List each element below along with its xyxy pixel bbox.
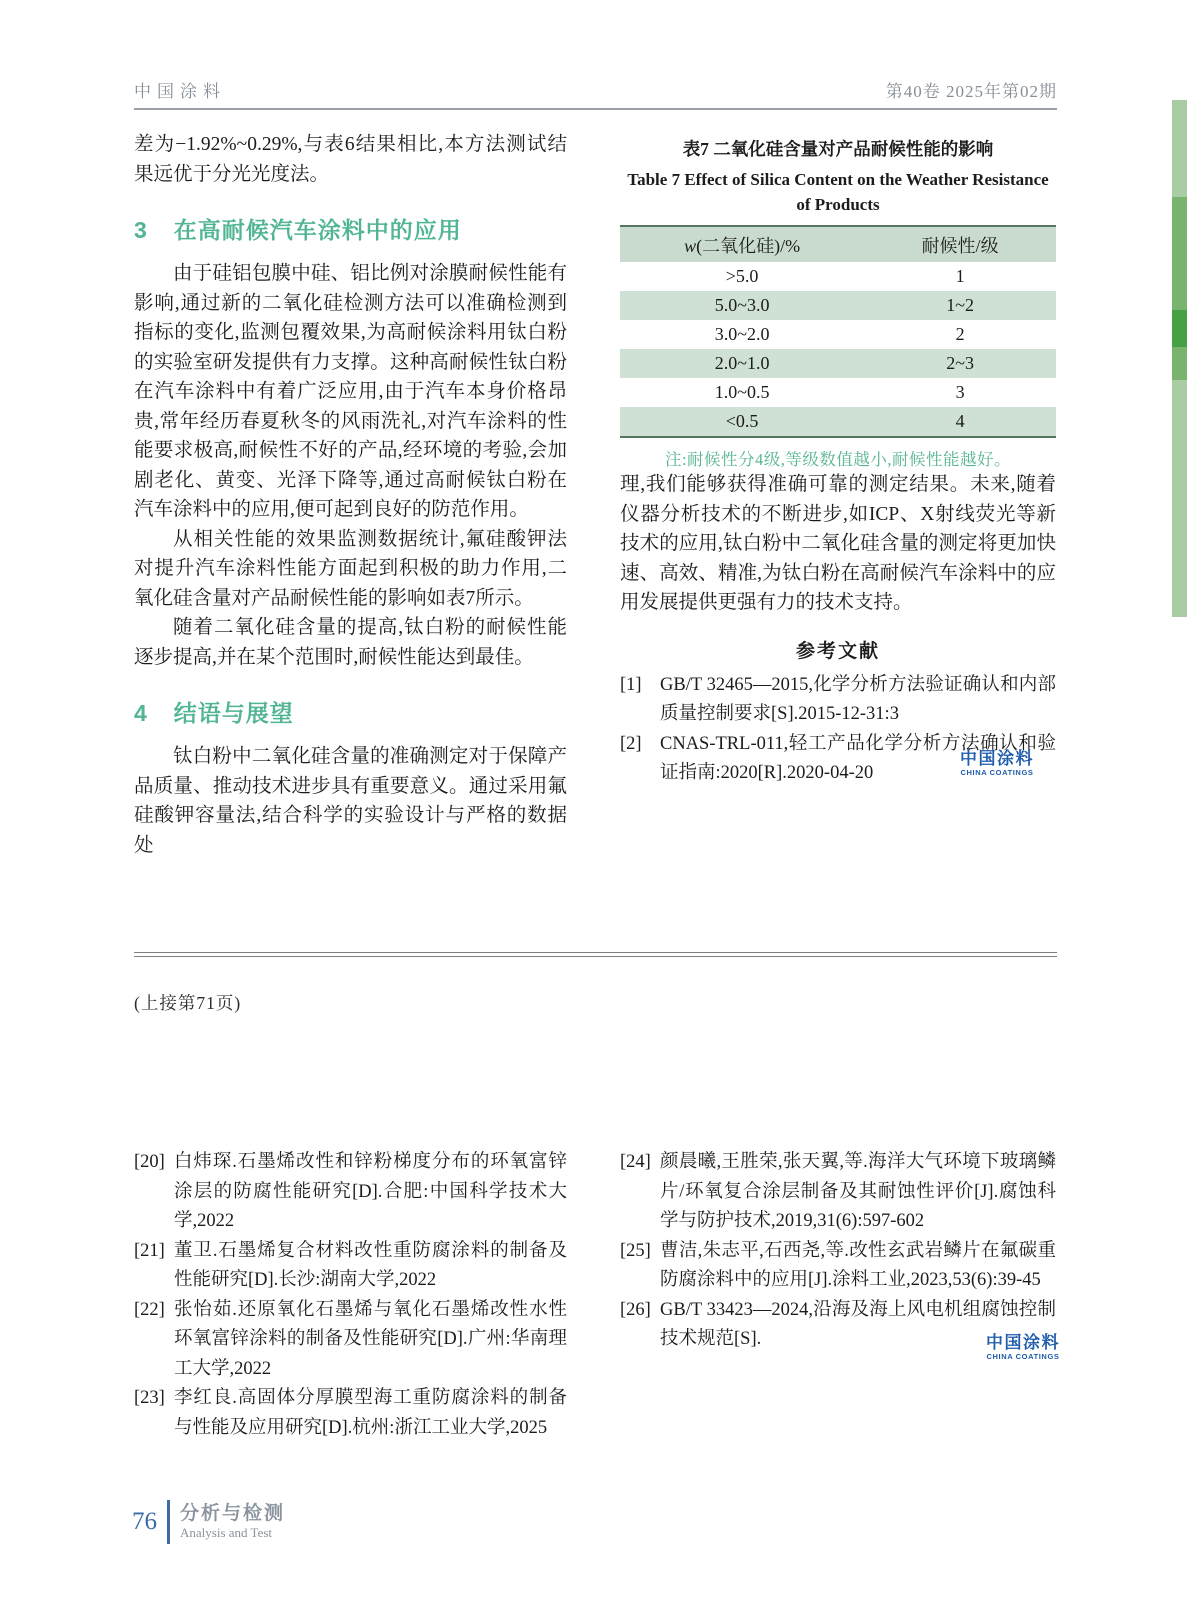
reference-item [134,1148,567,1237]
footer-divider-bar [167,1500,170,1544]
logo-text-zh: 中国涂料 [986,1333,1060,1352]
reference-item [134,1384,567,1443]
reference-item [134,1237,567,1296]
table7 [620,225,1056,438]
footer-section-zh: 分析与检测 [180,1503,286,1524]
left-column [134,130,567,860]
section-4-number: 4 [134,700,148,726]
references-heading: 参考文献 [795,640,880,662]
reference-text: 李红良.高固体分厚膜型海工重防腐涂料的制备与性能及应用研究[D].杭州:浙江工业大学,2025 [174,1388,567,1438]
bottom-references-left [134,1148,567,1443]
footer-section [180,1503,285,1541]
weather-grade: 1 [955,266,965,286]
reference-text: 张怡茹.还原氧化石墨烯与氧化石墨烯改性水性环氧富锌涂料的制备及性能研究[D].广州:华南理工大学,2022 [174,1299,567,1379]
edge-accent-bar-medium2 [1172,347,1187,380]
table7-caption-zh: 表7 二氧化硅含量对产品耐候性能的影响 [682,139,994,159]
section-3-number: 3 [134,217,148,243]
section-3-heading [134,212,567,245]
paragraph-intro: 差为−1.92%~0.29%,与表6结果相比,本方法测试结果远优于分光光度法。 [134,134,567,185]
volume-issue: 第40卷 2025年第02期 [885,82,1057,101]
reference-text: GB/T 33423—2024,沿海及海上风电机组腐蚀控制技术规范[S]. [660,1299,1056,1349]
table7-note: 注:耐候性分4级,等级数值越小,耐候性能越好。 [664,450,1012,469]
paragraph-4-1: 钛白粉中二氧化硅含量的准确测定对于保障产品质量、推动技术进步具有重要意义。通过采用氟硅酸钾容量法,结合科学的实验设计与严格的数据处 [134,746,567,856]
section-4-heading [134,695,567,728]
reference-item [134,1296,567,1385]
page-footer [132,1500,285,1544]
weather-grade: 2~3 [864,349,1056,378]
table-row [620,320,1056,349]
page-header [134,74,1057,110]
paragraph-continuation-right: 理,我们能够获得准确可靠的测定结果。未来,随着仪器分析技术的不断进步,如ICP、X射线荧光等新技术的应用,钛白粉中二氧化硅含量的测定将更加快速、高效、精准,为钛白粉在高耐候汽车涂料中的应用发展提供更强有力的技术支持。 [620,474,1056,613]
edge-accent-bar-medium [1172,197,1187,310]
reference-number: [21] [134,1240,165,1261]
table7-header-row [620,226,1056,262]
reference-number: [25] [620,1240,651,1261]
silica-range: >5.0 [725,266,759,286]
reference-number: [23] [134,1388,165,1408]
edge-accent-bar-light-bottom [1172,380,1187,617]
reference-number: [1] [620,674,642,695]
table-row [620,291,1056,320]
logo-text-en: CHINA COATINGS [986,1352,1060,1361]
paragraph-3-2: 从相关性能的效果监测数据统计,氟硅酸钾法对提升汽车涂料性能方面起到积极的助力作用,二氧化硅含量对产品耐候性能的影响如表7所示。 [134,528,567,609]
reference-number: [2] [620,733,642,754]
reference-item [620,1148,1056,1237]
edge-accent-bar-light-top [1172,100,1187,197]
silica-range: <0.5 [620,407,864,437]
table-row [620,407,1056,437]
china-coatings-logo [960,750,1034,777]
table7-col1-header [620,226,864,262]
table7-col1-rest: (二氧化硅)/% [696,235,801,256]
reference-text: 颜晨曦,王胜荣,张天翼,等.海洋大气环境下玻璃鳞片/环氧复合涂层制备及其耐蚀性评价[J].腐蚀科学与防护技术,2019,31(6):597-602 [660,1152,1056,1231]
logo-text-en: CHINA COATINGS [960,768,1034,777]
footer-section-en: Analysis and Test [180,1525,273,1540]
page-number: 76 [132,1508,157,1535]
china-coatings-logo [986,1334,1060,1361]
reference-number: [26] [620,1299,651,1320]
section-divider-line [134,952,1057,957]
reference-text: 白炜琛.石墨烯改性和锌粉梯度分布的环氧富锌涂层的防腐性能研究[D].合肥:中国科学技术大学,2022 [174,1152,567,1231]
weather-grade: 2 [955,324,965,344]
continued-from-note: (上接第71页) [134,993,242,1013]
right-column [620,132,1056,789]
edge-accent-bar-dark [1172,310,1187,347]
reference-number: [22] [134,1299,165,1320]
table7-col2-header: 耐候性/级 [864,226,1056,262]
silica-range: 1.0~0.5 [714,382,770,402]
weather-grade: 1~2 [864,291,1056,320]
paragraph-3-3: 随着二氧化硅含量的提高,钛白粉的耐候性能逐步提高,并在某个范围时,耐候性能达到最佳。 [134,617,567,668]
reference-text: GB/T 32465—2015,化学分析方法验证确认和内部质量控制要求[S].2015-12-31:3 [660,674,1056,724]
reference-item [620,671,1056,730]
table7-col1-variable: w [684,235,697,256]
silica-range: 5.0~3.0 [620,291,864,320]
reference-text: CNAS-TRL-011,轻工产品化学分析方法确认和验证指南:2020[R].2020-04-20 [660,733,1056,783]
silica-range: 2.0~1.0 [620,349,864,378]
reference-number: [24] [620,1152,651,1172]
logo-text-zh: 中国涂料 [960,749,1034,768]
weather-grade: 4 [864,407,1056,437]
section-3-title: 在高耐候汽车涂料中的应用 [173,217,462,243]
table-row [620,262,1056,291]
table-row [620,378,1056,407]
table-row [620,349,1056,378]
reference-item [620,1237,1056,1296]
paragraph-3-1: 由于硅铝包膜中硅、铝比例对涂膜耐候性能有影响,通过新的二氧化硅检测方法可以准确检测到指标的变化,监测包覆效果,为高耐候涂料用钛白粉的实验室研发提供有力支撑。这种高耐候性钛白粉在汽车涂料中有着广泛应用,由于汽车本身价格昂贵,常年经历春夏秋冬的风雨洗礼,对汽车涂料的性能要求极高,耐候性不好的产品,经环境的考验,会加剧老化、黄变、光泽下降等,通过高耐候钛白粉在汽车涂料中的应用,便可起到良好的防范作用。 [134,263,567,520]
section-4-title: 结语与展望 [173,700,294,726]
bottom-references-right [620,1148,1056,1355]
table7-caption-en-line2: of Products [796,195,880,214]
reference-text: 曹洁,朱志平,石西尧,等.改性玄武岩鳞片在氟碳重防腐涂料中的应用[J].涂料工业,2023,53(6):39-45 [660,1240,1056,1290]
reference-number: [20] [134,1152,165,1172]
silica-range: 3.0~2.0 [714,324,770,344]
table7-caption-en-line1: Table 7 Effect of Silica Content on the Weather Resistance [627,170,1049,189]
weather-grade: 3 [955,382,965,402]
journal-title: 中国涂料 [134,82,226,101]
reference-text: 董卫.石墨烯复合材料改性重防腐涂料的制备及性能研究[D].长沙:湖南大学,2022 [174,1240,567,1290]
